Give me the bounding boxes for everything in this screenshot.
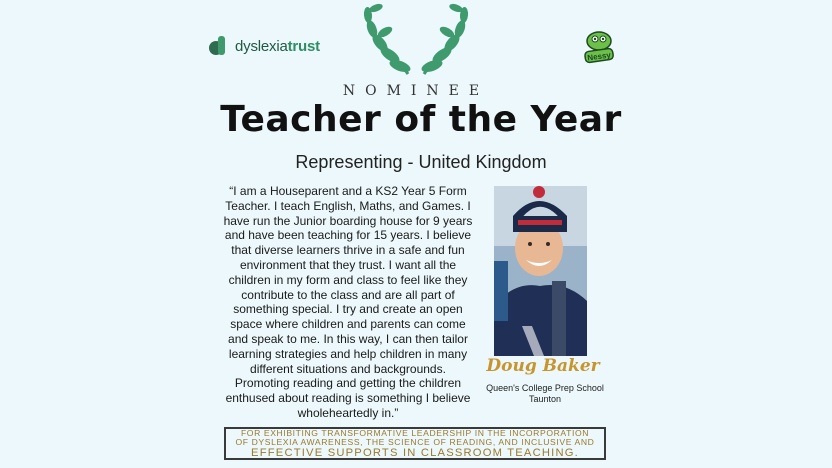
citation-line-3: EFFECTIVE SUPPORTS IN CLASSROOM TEACHING. (251, 446, 579, 459)
dyslexia-trust-logo (209, 36, 320, 56)
nominee-name: Doug Baker (486, 356, 600, 376)
representing-country: Representing - United Kingdom (295, 152, 547, 172)
school-name: Queen's College Prep School (486, 383, 604, 393)
citation-line-2: OF DYSLEXIA AWARENESS, THE SCIENCE OF READING, AND INCLUSIVE AND (235, 436, 595, 447)
citation-line-1: FOR EXHIBITING TRANSFORMATIVE LEADERSHIP IN THE INCORPORATION (240, 427, 590, 438)
nominee-photo (494, 186, 587, 356)
nessy-logo (581, 28, 617, 64)
dyslexia-trust-logo-icon (209, 36, 233, 56)
nominee-school (470, 383, 620, 405)
nominee-quote: “I am a Houseparent and a KS2 Year 5 Form Teacher. I teach English, Maths, and Games. I have run the Junior boarding house for 9 years and have been teaching for 15 years. I believe that diverse learners thrive in a safe and fun environment that they trust. I want all the children in my form and class to feel like they contribute to the class and are all part of something special. I try and create an open space where children and parents can come and speak to me. In this way, I can then tailor learning strategies and help children in many different situations and backgrounds. Promoting reading and getting the children enthused about reading is something I believe wholeheartedly in.” (223, 184, 473, 420)
nessy-logo-text: Nessy (586, 50, 612, 63)
citation-banner (224, 427, 606, 460)
school-location: Taunton (528, 394, 562, 404)
award-title: Teacher of the Year (220, 99, 622, 140)
dyslexia-trust-logo-text: dyslexiatrust (235, 37, 320, 55)
nominee-label: NOMINEE (342, 83, 490, 99)
laurel-wreath-icon (358, 0, 474, 76)
